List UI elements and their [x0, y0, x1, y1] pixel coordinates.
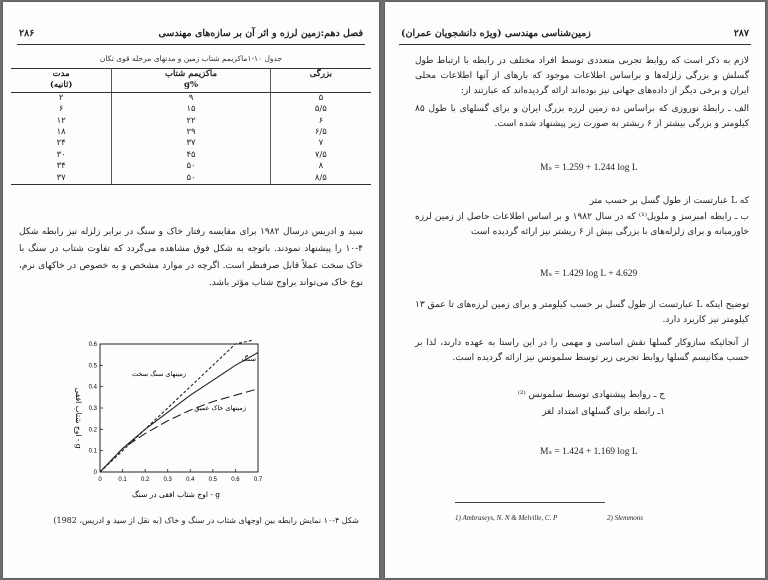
running-title: فصل دهم:زمین لرزه و اثر آن بر سازه‌های مهندسی: [158, 28, 363, 39]
table-cell: ۹: [112, 92, 270, 104]
y-tick-label: 0.2: [88, 427, 97, 434]
table-row: [11, 173, 371, 185]
x-tick-label: 0.7: [253, 477, 263, 483]
page-number: ۲۸۶: [19, 28, 35, 39]
left-page-header: [17, 28, 365, 45]
table-cell: ۱۸: [56, 127, 66, 138]
left-page: [3, 2, 379, 578]
right-page: [385, 2, 765, 578]
table-cell: ۲۹: [112, 127, 270, 138]
norouzi-paragraph: الف ـ رابطهٔ نوروزی که براساس ده زمین لرزه بزرگ ایران و برای گسلهای با طول ۸۵ کیلومتر و بزرگی بیشتر از ۶ ریشتر به صورت زیر پیشنهاد شده است.: [415, 104, 749, 129]
label-rock: سنگ: [241, 355, 256, 363]
table-cell: ۳۷: [11, 173, 112, 185]
figure-caption: شکل ۴-۱۰ نمایش رابطه بین اوجهای شتاب در سنگ و خاک (به نقل از سید و ادریس، 1982): [53, 516, 359, 525]
y-tick-label: 0.6: [88, 342, 97, 348]
acceleration-figure: [58, 334, 298, 504]
ambraseys-paragraph: ب ـ رابطه امبرسز و ملویل⁽¹⁾ که در سال ۱۹۸۲ و بر اساس اطلاعات حاصل از زمین لرزه خاورمیانه و برای زلزله‌های با بزرگی بیش از ۶ ریشتر نیز ارائه گردیده است: [415, 212, 749, 237]
table-row: [11, 150, 371, 161]
table-cell: ۲: [58, 92, 64, 103]
table-cell: ۸/۵: [270, 173, 371, 185]
header-duration: مدت: [11, 69, 112, 81]
table-cell: ۲۴: [56, 138, 66, 149]
table-row: [11, 116, 371, 127]
label-stiff-soil: زمینهای سنگ سخت: [132, 370, 186, 378]
y-tick-label: 0.3: [88, 406, 97, 412]
table-cell: ۲۲: [112, 116, 270, 127]
table-cell: ۵: [318, 92, 324, 103]
subheader-max-acceleration: %g: [112, 80, 270, 92]
right-page-header: [399, 28, 751, 45]
length-note: که L عبارتست از طول گسل بر حسب متر: [589, 196, 749, 206]
equation-ambraseys: Mₛ = 1.429 log L + 4.629: [540, 269, 638, 279]
table-cell: ۵۰: [112, 161, 270, 172]
page-number: ۲۸۷: [733, 28, 749, 39]
acceleration-table: [11, 68, 371, 185]
subheader-duration: (ثانیه): [11, 80, 112, 92]
mechanism-paragraph: از آنجائیکه سازوکار گسلها نقش اساسی و مهمی را در این راستا به عهده دارند، لذا بر حسب مکانیسم گسلها روابط تجربی زیر توسط سلمونس نیز ارائه گردیده است.: [415, 338, 749, 363]
table-caption: جدول ۱۰-۱ماکزیمم شتاب زمین و مدتهای مرحله قوی تکان: [99, 54, 283, 63]
footnote-1: 1) Ambraseys, N. N & Melville, C. P: [455, 514, 558, 522]
table-cell: ۸: [318, 161, 324, 172]
running-title: زمین‌شناسی مهندسی (ویژه دانشجویان عمران): [401, 28, 591, 39]
x-tick-label: 0.1: [118, 477, 127, 483]
header-magnitude: بزرگی: [270, 69, 371, 81]
table-cell: ۶: [318, 115, 324, 126]
table-cell: ۱۵: [112, 104, 270, 115]
footnote-rule: [455, 502, 605, 503]
table-cell: ۳۴: [56, 161, 66, 172]
strike-slip-heading: ۱ـ رابطه برای گسلهای امتداد لغز: [542, 407, 665, 417]
x-tick-label: 0.2: [140, 477, 150, 483]
table-cell: ۶: [58, 104, 64, 115]
x-tick-label: 0.6: [231, 477, 240, 483]
table-cell: ۵/۵: [314, 104, 327, 115]
x-tick-label: 0.4: [186, 477, 195, 483]
table-cell: ۴۵: [112, 150, 270, 161]
x-axis-label: اوج شتاب افقی در سنگ - g: [131, 490, 221, 499]
y-axis-label: اوج شتاب افقی - g: [74, 387, 83, 449]
body-paragraph: سید و ادریس درسال ۱۹۸۲ برای مقایسه رفتار خاک و سنگ در برابر زلزله نیز رابطه شکل ۴-۱۰ را پیشنهاد نمودند. باتوجه به شکل فوق مشاهده می‌گردد که تفاوت شتاب در سنگ با خاک سخت عملاً قابل صرفنظر است. اگرچه در موارد مشخص و به خصوص در خاکهای نرم، نوع خاک می‌تواند براوج شتاب مؤثر باشد.: [19, 227, 363, 288]
y-tick-label: 0.1: [88, 448, 97, 455]
figure-ticks: [89, 342, 263, 483]
table-row: [11, 161, 371, 172]
equation-slemmons: Mₛ = 1.424 + 1.169 log L: [540, 447, 638, 457]
table-row: [11, 92, 371, 104]
table-header-row: [11, 69, 371, 81]
depth-note: توضیح اینکه L عبارتست از طول گسل بر حسب کیلومتر و برای زمین لرزه‌های تا عمق ۱۳ کیلومتر نیز کاربرد دارد.: [415, 300, 749, 325]
table-cell: ۷/۵: [314, 149, 327, 160]
subheader-magnitude: [270, 80, 371, 92]
intro-paragraph: لازم به ذکر است که روابط تجربی متعددی توسط افراد مختلف در رابطه با ارتباط طول گسلش و بزرگی زلزله‌ها و براساس اطلاعات موجود که بارهای از آنها اطلاعات محلی ایران و برخی دیگر از داده‌های جهانی نیز بوده‌اند ارائه گردیده‌اند که عبارتند از:: [415, 56, 749, 96]
table-cell: ۳۰: [56, 149, 66, 160]
table-cell: ۱۲: [56, 115, 66, 126]
y-tick-label: 0.5: [88, 363, 97, 370]
table-subheader-row: [11, 80, 371, 92]
table-cell: ۶/۵: [314, 127, 327, 138]
equation-norouzi: Mₛ = 1.259 + 1.244 log L: [540, 163, 638, 173]
table-cell: ۵۰: [112, 173, 270, 185]
slemmons-heading: ج ـ روابط پیشنهادی توسط سلمونس ⁽²⁾: [517, 390, 665, 400]
table-row: [11, 138, 371, 149]
label-deep-soil: زمینهای خاک عمیق: [194, 404, 246, 412]
y-tick-label: 0: [93, 470, 97, 476]
x-tick-label: 0: [98, 477, 102, 483]
header-max-acceleration: ماکزیمم شتاب: [112, 69, 270, 81]
x-tick-label: 0.3: [163, 477, 172, 483]
y-tick-label: 0.4: [88, 384, 97, 391]
x-tick-label: 0.5: [208, 477, 218, 483]
table-row: [11, 127, 371, 138]
table-cell: ۳۷: [112, 138, 270, 149]
series-deep-soil-line: [100, 389, 258, 472]
table-cell: ۷: [318, 138, 324, 149]
footnote-2: 2) Slemmons: [607, 514, 643, 522]
table-row: [11, 104, 371, 115]
